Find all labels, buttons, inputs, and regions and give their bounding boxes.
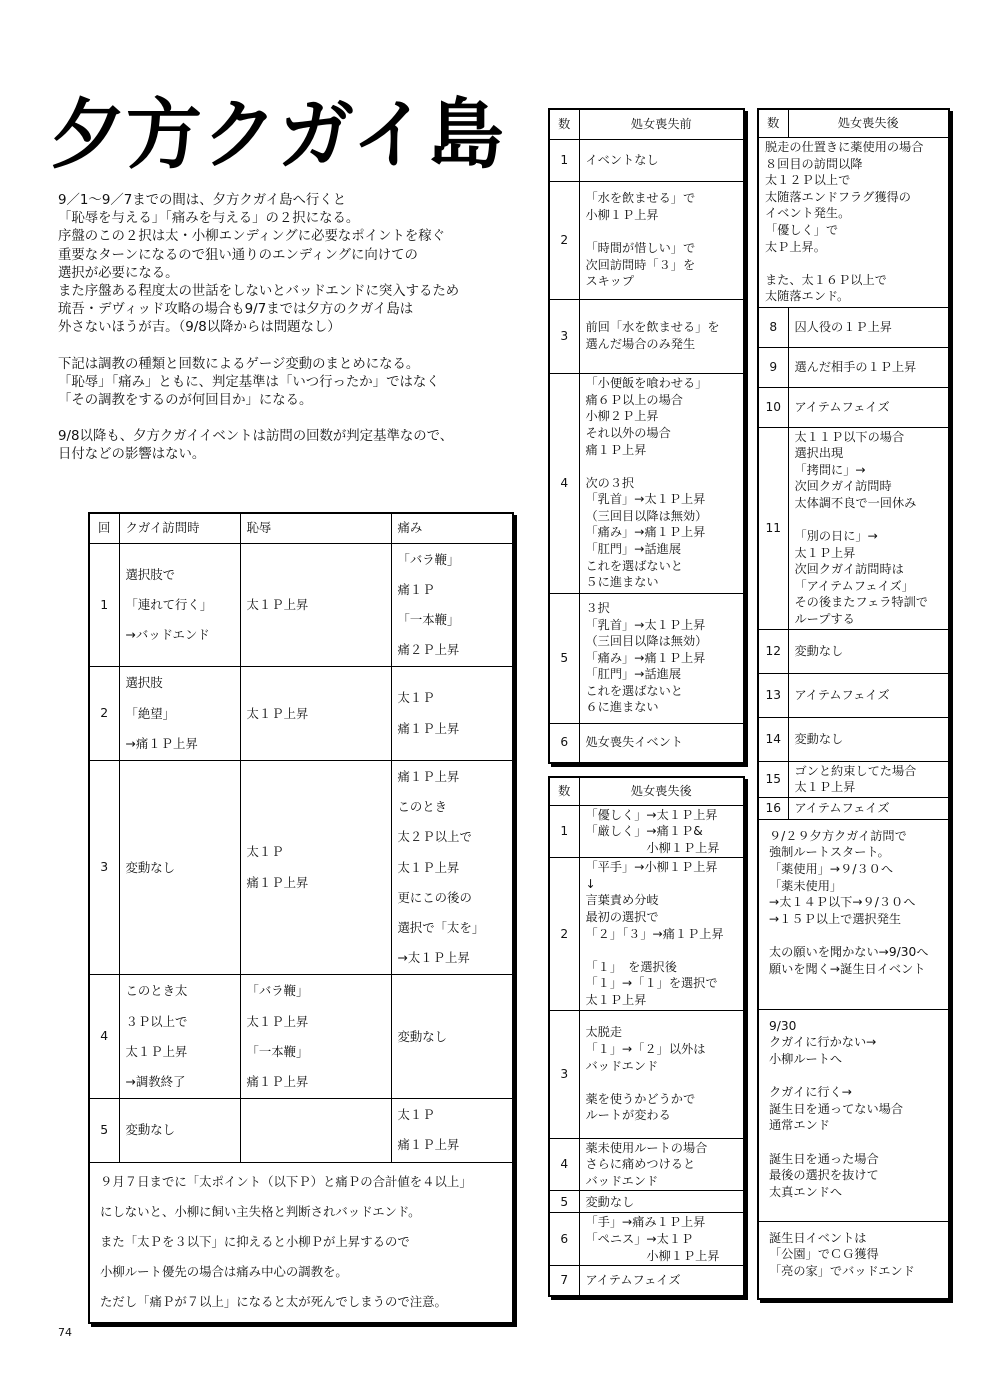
visit-cell: 変動なし [119,760,240,974]
row-number: 12 [758,629,788,673]
row-number: 14 [758,717,788,761]
pain-cell: 太１Ｐ 痛１Ｐ上昇 [391,1099,513,1162]
table-row [89,975,513,1099]
page-title: 夕方クガイ島 [50,90,504,179]
row-number: 4 [549,373,579,593]
row-number: 5 [549,593,579,723]
header-count: 数 [758,109,788,137]
row-text: アイテムフェイズ [579,1266,744,1296]
table-row [758,629,949,673]
intro-line: 選択が必要になる。 [58,265,179,281]
intro-line: 「恥辱を与える」「痛みを与える」の２択になる。 [58,211,360,227]
shame-cell [240,1099,391,1162]
row-number: 4 [549,1138,579,1191]
header-after: 処女喪失後 [788,109,949,137]
intro-line: 重要なターンになるので狙い通りのエンディングに向けての [58,247,418,263]
table-row [549,139,744,181]
row-text: 脱走の仕置きに薬使用の場合 ８回目の訪問以降 太１２Ｐ以上で 太随落エンドフラグ獲得の イベント発生。 「優しく」で 太Ｐ上昇。 また、太１６Ｐ以上で 太随落エンド。 [758,137,949,307]
row-number: 3 [89,760,119,974]
table-row [89,543,513,667]
shame-cell: 太１Ｐ上昇 [240,667,391,761]
row-text: ３択 「乳首」→太１Ｐ上昇 （三回目以降は無効） 「痛み」→痛１Ｐ上昇 「肛門」→話進展 これを選ばないと ６に進まない [579,593,744,723]
table-row [549,373,744,593]
row-text: 「手」→痛み１Ｐ上昇 「ペニス」→太１Ｐ 小柳１Ｐ上昇 [579,1213,744,1266]
table-row [758,427,949,629]
right-after-loss-table [757,108,950,1300]
table-row [758,137,949,307]
intro-line: 日付などの影響はない。 [58,447,206,463]
row-number: 2 [89,667,119,761]
table-row [758,819,949,1009]
table-row [549,723,744,763]
row-text: 囚人役の１Ｐ上昇 [788,307,949,347]
ending-note: 9/30 クガイに行かない→ 小柳ルートへ クガイに行く→ 誕生日を通ってない場合 通常エンド 誕生日を通った場合 最後の選択を抜けて 太真エンドへ [758,1009,949,1221]
table-row [549,1138,744,1191]
row-number: 5 [549,1191,579,1213]
header-count: 数 [549,777,579,805]
row-number: 6 [549,1213,579,1266]
table-row [549,1213,744,1266]
table-row [758,797,949,819]
row-text: 「小便飯を喰わせる」 痛６Ｐ以上の場合 小柳２Ｐ上昇 それ以外の場合 痛１Ｐ上昇 次の３択 「乳首」→太１Ｐ上昇 （三回目以降は無効） 「痛み」→痛１Ｐ上昇 「肛門」→話進展 これを選ばないと ５に進まない [579,373,744,593]
table-row [549,1191,744,1213]
visit-cell: このとき太 ３Ｐ以上で 太１Ｐ上昇 →調教終了 [119,975,240,1099]
pain-cell: 太１Ｐ 痛１Ｐ上昇 [391,667,513,761]
header-pain: 痛み [391,513,513,543]
route-note: ９/２９夕方クガイ訪問で 強制ルートスタート。 「薬使用」→９/３０へ 「薬未使用」 →太１４Ｐ以下→９/３０へ →１５Ｐ以上で選択発生 太の願いを聞かない→9/30へ 願いを聞く→誕生日イベント [758,819,949,1009]
header-count: 数 [549,109,579,139]
header-after: 処女喪失後 [579,777,744,805]
row-text: アイテムフェイズ [788,387,949,427]
row-text: 太脱走 「１」→「２」以外は バッドエンド 薬を使うかどうかで ルートが変わる [579,1010,744,1138]
table-row [549,299,744,373]
row-text: 「水を飲ませる」で 小柳１Ｐ上昇 「時間が惜しい」で 次回訪問時「３」を スキップ [579,181,744,299]
table-row [89,760,513,974]
pain-cell: 「バラ鞭」 痛１Ｐ 「一本鞭」 痛２Ｐ上昇 [391,543,513,667]
header-visit: クガイ訪問時 [119,513,240,543]
header-count: 回 [89,513,119,543]
table-row [758,307,949,347]
table-row [758,761,949,797]
table-footer-row [89,1162,513,1323]
table-row [758,673,949,717]
row-number: 1 [549,805,579,858]
row-text: ゴンと約束してた場合 太１Ｐ上昇 [788,761,949,797]
row-number: 3 [549,1010,579,1138]
shame-cell: 太１Ｐ上昇 [240,543,391,667]
header-shame: 恥辱 [240,513,391,543]
row-number: 3 [549,299,579,373]
row-text: 「優しく」→太１Ｐ上昇 「厳しく」→痛１Ｐ& 小柳１Ｐ上昇 [579,805,744,858]
row-number: 2 [549,858,579,1010]
row-number: 1 [89,543,119,667]
row-text: 変動なし [788,629,949,673]
table-row [549,805,744,858]
row-text: イベントなし [579,139,744,181]
table-row [758,1009,949,1221]
table-row [549,1266,744,1296]
intro-text [58,192,528,465]
table-row [89,1099,513,1162]
row-text: アイテムフェイズ [788,797,949,819]
after-loss-table [548,776,745,1297]
visit-cell: 選択肢で 「連れて行く」 →バッドエンド [119,543,240,667]
page-number: 74 [58,1326,72,1339]
row-text: 処女喪失イベント [579,723,744,763]
row-text: 変動なし [579,1191,744,1213]
shame-cell: 太１Ｐ 痛１Ｐ上昇 [240,760,391,974]
table-row [758,387,949,427]
row-number: 15 [758,761,788,797]
intro-line: 外さないほうが吉。（9/8以降からは問題なし） [58,320,341,336]
table-row [758,717,949,761]
intro-line: 琉吾・デヴィッド攻略の場合も9/7までは夕方のクガイ島は [58,302,414,318]
intro-line: 下記は調教の種類と回数によるゲージ変動のまとめになる。 [58,356,420,372]
row-number: 2 [549,181,579,299]
pain-cell: 変動なし [391,975,513,1099]
row-text: 選んだ相手の１Ｐ上昇 [788,347,949,387]
intro-line: 「恥辱」「痛み」ともに、判定基準は「いつ行ったか」ではなく [58,374,440,390]
row-number: 9 [758,347,788,387]
table-row [549,593,744,723]
row-number: 10 [758,387,788,427]
pain-cell: 痛１Ｐ上昇 このとき 太２Ｐ以上で 太１Ｐ上昇 更にこの後の 選択で「太を」 →太１Ｐ上昇 [391,760,513,974]
intro-line: 9／1～9／7までの間は、夕方クガイ島へ行くと [58,193,347,208]
table-row [89,667,513,761]
row-number: 11 [758,427,788,629]
row-text: 前回「水を飲ませる」を 選んだ場合のみ発生 [579,299,744,373]
table-row [549,858,744,1010]
intro-line: 9/8以降も、夕方クガイイベントは訪問の回数が判定基準なので、 [58,429,454,445]
table-row [758,1221,949,1299]
intro-line: 「その調教をするのが何回目か」になる。 [58,393,313,409]
row-number: 8 [758,307,788,347]
table-footer-note: ９月７日までに「太ポイント（以下Ｐ）と痛Ｐの合計値を４以上」 にしないと、小柳に飼い主失格と判断されバッドエンド。 また「太Ｐを３以下」に抑えると小柳Ｐが上昇するので 小柳ルート優先の場合は痛み中心の調教を。 ただし「痛Ｐが７以上」になると太が死んでしまうので注意。 [89,1162,513,1323]
row-number: 5 [89,1099,119,1162]
table-row [758,347,949,387]
table-row [549,1010,744,1138]
row-text: 「平手」→小柳１Ｐ上昇 ↓ 言葉責め分岐 最初の選択で 「２」「３」→痛１Ｐ上昇 「１」 を選択後 「１」→「１」を選択で 太１Ｐ上昇 [579,858,744,1010]
visit-cell: 選択肢 「絶望」 →痛１Ｐ上昇 [119,667,240,761]
row-number: 16 [758,797,788,819]
intro-line: また序盤ある程度太の世話をしないとバッドエンドに突入するため [58,284,460,300]
intro-line: 序盤のこの２択は太・小柳エンディングに必要なポイントを稼ぐ [58,229,445,245]
visit-cell: 変動なし [119,1099,240,1162]
row-text: アイテムフェイズ [788,673,949,717]
row-text: 薬未使用ルートの場合 さらに痛めつけると バッドエンド [579,1138,744,1191]
kugai-visit-table [88,512,514,1324]
birthday-note: 誕生日イベントは 「公園」でＣＧ獲得 「亮の家」でバッドエンド [758,1221,949,1299]
row-number: 13 [758,673,788,717]
table-row [549,181,744,299]
row-text: 太１１Ｐ以下の場合 選択出現 「拷問に」→ 次回クガイ訪問時 太体調不良で一回休み 「別の日に」→ 太１Ｐ上昇 次回クガイ訪問時は 「アイテムフェイズ」 その後またフェラ特訓で ループする [788,427,949,629]
row-number: 4 [89,975,119,1099]
row-number: 6 [549,723,579,763]
before-loss-table [548,108,745,764]
header-before: 処女喪失前 [579,109,744,139]
row-number: 7 [549,1266,579,1296]
row-text: 変動なし [788,717,949,761]
shame-cell: 「バラ鞭」 太１Ｐ上昇 「一本鞭」 痛１Ｐ上昇 [240,975,391,1099]
row-number: 1 [549,139,579,181]
